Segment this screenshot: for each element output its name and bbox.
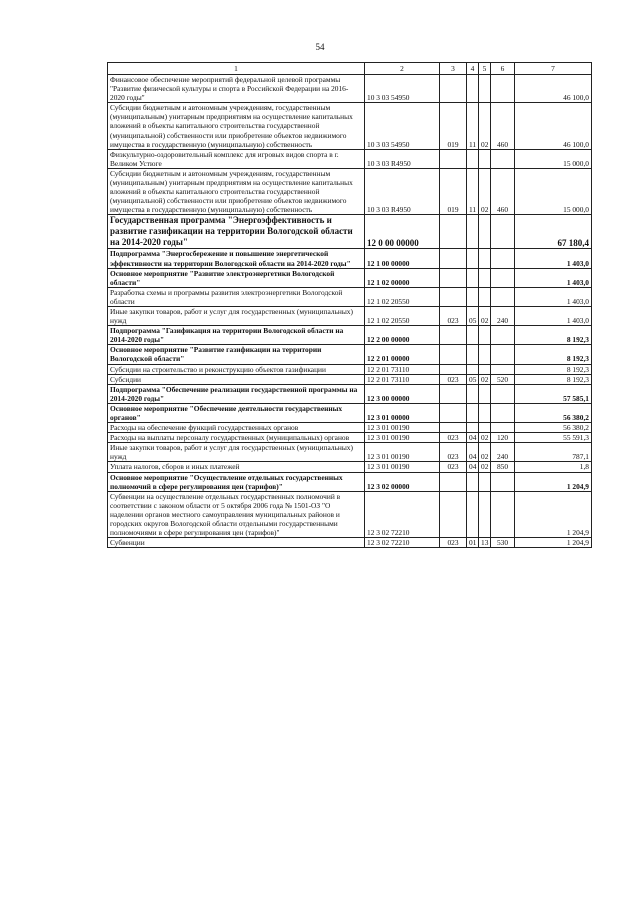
row-ministry-cell: 023 <box>440 433 467 443</box>
row-code-cell: 12 1 02 00000 <box>365 268 440 287</box>
column-header: 3 <box>440 63 467 75</box>
table-row <box>108 306 592 325</box>
column-number-row <box>108 63 592 75</box>
row-ministry-cell: 023 <box>440 443 467 462</box>
row-ministry-cell <box>440 472 467 491</box>
row-name-cell: Уплата налогов, сборов и иных платежей <box>108 462 365 472</box>
row-amount-cell: 1,8 <box>515 462 592 472</box>
row-subsection-cell <box>479 149 491 168</box>
row-expense-type-cell <box>491 472 515 491</box>
row-name-cell: Основное мероприятие "Развитие газификации на территории Вологодской области" <box>108 345 365 364</box>
page-number: 54 <box>315 42 325 52</box>
row-amount-cell: 57 585,1 <box>515 384 592 403</box>
row-code-cell: 12 2 01 73110 <box>365 364 440 374</box>
row-section-cell <box>467 249 479 268</box>
row-name-cell: Подпрограмма "Обеспечение реализации государственной программы на 2014-2020 годы" <box>108 384 365 403</box>
row-section-cell: 05 <box>467 374 479 384</box>
row-expense-type-cell: 520 <box>491 374 515 384</box>
table-row <box>108 443 592 462</box>
row-section-cell: 05 <box>467 306 479 325</box>
row-code-cell: 12 1 02 20550 <box>365 287 440 306</box>
row-amount-cell: 1 403,0 <box>515 287 592 306</box>
row-code-cell: 12 3 00 00000 <box>365 384 440 403</box>
row-amount-cell: 55 591,3 <box>515 433 592 443</box>
row-ministry-cell: 023 <box>440 306 467 325</box>
row-amount-cell: 46 100,0 <box>515 103 592 149</box>
row-amount-cell: 1 204,9 <box>515 538 592 548</box>
table-row <box>108 103 592 149</box>
row-code-cell: 12 1 00 00000 <box>365 249 440 268</box>
row-ministry-cell: 023 <box>440 374 467 384</box>
row-expense-type-cell <box>491 364 515 374</box>
row-section-cell <box>467 364 479 374</box>
row-expense-type-cell <box>491 423 515 433</box>
row-name-cell: Подпрограмма "Энергосбережение и повышение энергетической эффективности на территории Вологодской области на 2014-2020 годы" <box>108 249 365 268</box>
row-amount-cell: 1 403,0 <box>515 306 592 325</box>
row-name-cell: Расходы на обеспечение функций государственных органов <box>108 423 365 433</box>
row-expense-type-cell <box>491 149 515 168</box>
row-amount-cell: 15 000,0 <box>515 149 592 168</box>
row-subsection-cell: 02 <box>479 103 491 149</box>
column-header: 2 <box>365 63 440 75</box>
row-code-cell: 10 3 03 54950 <box>365 103 440 149</box>
row-name-cell: Иные закупки товаров, работ и услуг для государственных (муниципальных) нужд <box>108 443 365 462</box>
budget-table <box>107 62 592 548</box>
table-row <box>108 287 592 306</box>
table-row <box>108 433 592 443</box>
row-ministry-cell <box>440 287 467 306</box>
table-row <box>108 168 592 214</box>
row-section-cell <box>467 326 479 345</box>
table-row <box>108 75 592 103</box>
row-subsection-cell <box>479 491 491 537</box>
row-subsection-cell <box>479 75 491 103</box>
row-code-cell: 12 2 01 00000 <box>365 345 440 364</box>
row-section-cell <box>467 491 479 537</box>
row-expense-type-cell <box>491 268 515 287</box>
row-name-cell: Расходы на выплаты персоналу государственных (муниципальных) органов <box>108 433 365 443</box>
row-name-cell: Основное мероприятие "Развитие электроэнергетики Вологодской области" <box>108 268 365 287</box>
row-ministry-cell <box>440 345 467 364</box>
table-row <box>108 423 592 433</box>
row-section-cell <box>467 345 479 364</box>
column-header: 4 <box>467 63 479 75</box>
row-subsection-cell <box>479 384 491 403</box>
row-code-cell: 12 2 00 00000 <box>365 326 440 345</box>
row-section-cell <box>467 268 479 287</box>
table-row <box>108 538 592 548</box>
table-row <box>108 364 592 374</box>
table-row <box>108 149 592 168</box>
row-amount-cell: 787,1 <box>515 443 592 462</box>
row-expense-type-cell <box>491 345 515 364</box>
row-ministry-cell: 019 <box>440 103 467 149</box>
table-row <box>108 345 592 364</box>
row-ministry-cell <box>440 491 467 537</box>
column-header: 1 <box>108 63 365 75</box>
row-subsection-cell <box>479 403 491 422</box>
row-subsection-cell: 02 <box>479 374 491 384</box>
row-ministry-cell <box>440 249 467 268</box>
row-code-cell: 10 3 03 R4950 <box>365 149 440 168</box>
row-subsection-cell <box>479 345 491 364</box>
row-amount-cell: 15 000,0 <box>515 168 592 214</box>
row-expense-type-cell: 460 <box>491 168 515 214</box>
row-name-cell: Разработка схемы и программы развития электроэнергетики Вологодской области <box>108 287 365 306</box>
row-expense-type-cell <box>491 403 515 422</box>
row-expense-type-cell <box>491 215 515 249</box>
row-amount-cell: 8 192,3 <box>515 364 592 374</box>
row-subsection-cell: 13 <box>479 538 491 548</box>
row-amount-cell: 1 204,9 <box>515 491 592 537</box>
table-row <box>108 472 592 491</box>
table-row <box>108 403 592 422</box>
row-code-cell: 12 3 01 00000 <box>365 403 440 422</box>
row-expense-type-cell: 460 <box>491 103 515 149</box>
row-name-cell: Субсидии бюджетным и автономным учреждениям, государственным (муниципальным) унитарным предприятиям на осуществление капитальных вложений в объекты капитального строительства государственной (муниципальной) собственности или приобретение объектов недвижимого имущества в государственную (муниципальную) собственность <box>108 103 365 149</box>
row-name-cell: Субсидии <box>108 374 365 384</box>
column-header: 5 <box>479 63 491 75</box>
row-amount-cell: 8 192,3 <box>515 374 592 384</box>
row-expense-type-cell <box>491 75 515 103</box>
row-subsection-cell: 02 <box>479 443 491 462</box>
row-amount-cell: 67 180,4 <box>515 215 592 249</box>
row-name-cell: Подпрограмма "Газификация на территории Вологодской области на 2014-2020 годы" <box>108 326 365 345</box>
row-subsection-cell <box>479 364 491 374</box>
row-section-cell <box>467 384 479 403</box>
row-expense-type-cell: 530 <box>491 538 515 548</box>
row-expense-type-cell <box>491 249 515 268</box>
row-ministry-cell <box>440 384 467 403</box>
row-expense-type-cell: 850 <box>491 462 515 472</box>
row-section-cell <box>467 215 479 249</box>
row-code-cell: 12 3 01 00190 <box>365 443 440 462</box>
row-name-cell: Финансовое обеспечение мероприятий федеральной целевой программы "Развитие физической культуры и спорта в Российской Федерации на 2016-2020 годы" <box>108 75 365 103</box>
row-name-cell: Основное мероприятие "Обеспечение деятельности государственных органов" <box>108 403 365 422</box>
row-subsection-cell <box>479 215 491 249</box>
row-code-cell: 12 2 01 73110 <box>365 374 440 384</box>
row-section-cell <box>467 403 479 422</box>
row-section-cell <box>467 423 479 433</box>
row-expense-type-cell <box>491 287 515 306</box>
row-name-cell: Иные закупки товаров, работ и услуг для государственных (муниципальных) нужд <box>108 306 365 325</box>
table-row <box>108 215 592 249</box>
row-ministry-cell: 023 <box>440 462 467 472</box>
row-section-cell: 11 <box>467 103 479 149</box>
row-ministry-cell: 023 <box>440 538 467 548</box>
row-amount-cell: 56 380,2 <box>515 403 592 422</box>
row-subsection-cell: 02 <box>479 306 491 325</box>
row-subsection-cell <box>479 287 491 306</box>
row-code-cell: 12 3 01 00190 <box>365 433 440 443</box>
row-amount-cell: 8 192,3 <box>515 345 592 364</box>
row-code-cell: 12 1 02 20550 <box>365 306 440 325</box>
row-amount-cell: 1 204,9 <box>515 472 592 491</box>
row-code-cell: 10 3 03 54950 <box>365 75 440 103</box>
column-header: 7 <box>515 63 592 75</box>
row-name-cell: Субвенции на осуществление отдельных государственных полномочий в соответствии с законом области от 5 октября 2006 года № 1501-ОЗ "О наделении органов местного самоуправления муниципальных районов и городских округов Вологодской области отдельными государственными полномочиями в сфере регулирования цен (тарифов)" <box>108 491 365 537</box>
row-code-cell: 12 3 02 72210 <box>365 538 440 548</box>
row-subsection-cell <box>479 472 491 491</box>
row-subsection-cell <box>479 249 491 268</box>
row-amount-cell: 8 192,3 <box>515 326 592 345</box>
row-subsection-cell <box>479 326 491 345</box>
table-row <box>108 384 592 403</box>
row-expense-type-cell: 120 <box>491 433 515 443</box>
row-subsection-cell: 02 <box>479 462 491 472</box>
table-row <box>108 326 592 345</box>
row-expense-type-cell <box>491 384 515 403</box>
column-header: 6 <box>491 63 515 75</box>
row-code-cell: 12 3 01 00190 <box>365 462 440 472</box>
row-expense-type-cell <box>491 326 515 345</box>
row-section-cell <box>467 472 479 491</box>
table-row <box>108 462 592 472</box>
row-amount-cell: 1 403,0 <box>515 268 592 287</box>
row-code-cell: 10 3 03 R4950 <box>365 168 440 214</box>
row-code-cell: 12 3 02 72210 <box>365 491 440 537</box>
row-expense-type-cell: 240 <box>491 443 515 462</box>
row-ministry-cell <box>440 215 467 249</box>
row-ministry-cell <box>440 75 467 103</box>
row-section-cell: 04 <box>467 433 479 443</box>
row-subsection-cell <box>479 268 491 287</box>
row-ministry-cell <box>440 364 467 374</box>
table-row <box>108 374 592 384</box>
row-name-cell: Физкультурно-оздоровительный комплекс для игровых видов спорта в г. Великом Устюге <box>108 149 365 168</box>
row-code-cell: 12 3 02 00000 <box>365 472 440 491</box>
row-section-cell: 01 <box>467 538 479 548</box>
row-ministry-cell <box>440 268 467 287</box>
row-code-cell: 12 0 00 00000 <box>365 215 440 249</box>
row-name-cell: Субсидии бюджетным и автономным учреждениям, государственным (муниципальным) унитарным предприятиям на осуществление капитальных вложений в объекты капитального строительства государственной (муниципальной) собственности или приобретение объектов недвижимого имущества в государственную (муниципальную) собственность <box>108 168 365 214</box>
row-name-cell: Субвенции <box>108 538 365 548</box>
row-section-cell: 04 <box>467 462 479 472</box>
row-expense-type-cell: 240 <box>491 306 515 325</box>
row-name-cell: Государственная программа "Энергоэффективность и развитие газификации на территории Вологодской области на 2014-2020 годы" <box>108 215 365 249</box>
row-subsection-cell <box>479 423 491 433</box>
row-name-cell: Субсидии на строительство и реконструкцию объектов газификации <box>108 364 365 374</box>
row-ministry-cell <box>440 403 467 422</box>
row-section-cell: 11 <box>467 168 479 214</box>
row-amount-cell: 46 100,0 <box>515 75 592 103</box>
row-ministry-cell <box>440 423 467 433</box>
row-name-cell: Основное мероприятие "Осуществление отдельных государственных полномочий в сфере регулирования цен (тарифов)" <box>108 472 365 491</box>
row-ministry-cell <box>440 149 467 168</box>
row-code-cell: 12 3 01 00190 <box>365 423 440 433</box>
row-section-cell <box>467 149 479 168</box>
row-section-cell: 04 <box>467 443 479 462</box>
row-section-cell <box>467 287 479 306</box>
row-amount-cell: 1 403,0 <box>515 249 592 268</box>
row-subsection-cell: 02 <box>479 433 491 443</box>
row-ministry-cell <box>440 326 467 345</box>
table-row <box>108 268 592 287</box>
row-expense-type-cell <box>491 491 515 537</box>
row-amount-cell: 56 380,2 <box>515 423 592 433</box>
row-subsection-cell: 02 <box>479 168 491 214</box>
row-ministry-cell: 019 <box>440 168 467 214</box>
row-section-cell <box>467 75 479 103</box>
budget-table-body <box>108 63 592 548</box>
table-row <box>108 491 592 537</box>
table-row <box>108 249 592 268</box>
